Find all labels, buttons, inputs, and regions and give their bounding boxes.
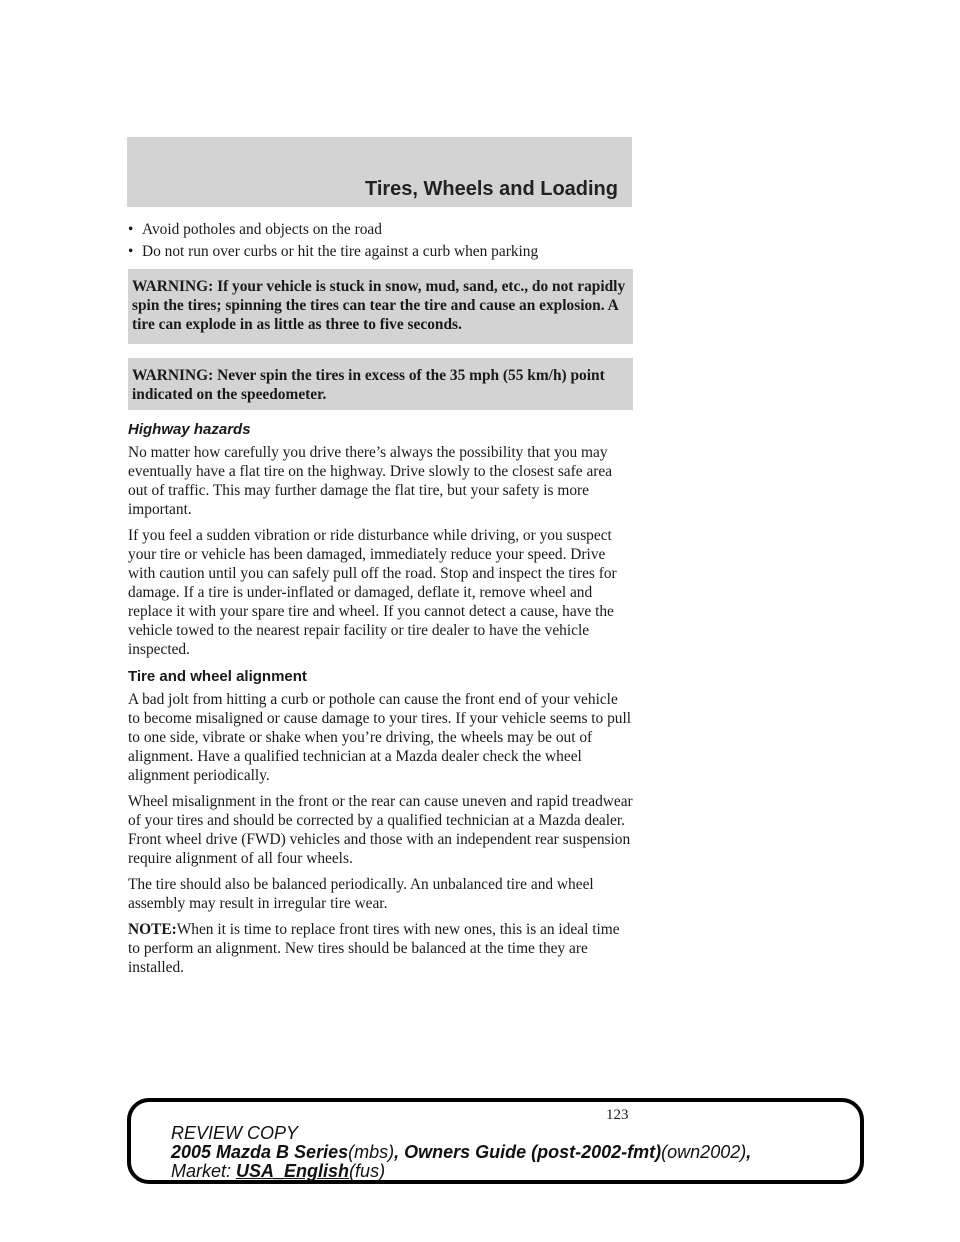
footer-line-2: 2005 Mazda B Series(mbs), Owners Guide (post-2002-fmt)(own2002), — [171, 1142, 752, 1162]
paragraph: A bad jolt from hitting a curb or pothole can cause the front end of your vehicle to become misaligned or cause damage to your tires. If your vehicle seems to pull to one side, vibrate or shake when you’re driving, the wheels may be out of alignment. Have a qualified technician at a Mazda dealer check the wheel alignment periodically. — [128, 691, 632, 784]
paragraph: If you feel a sudden vibration or ride disturbance while driving, or you suspect your tire or vehicle has been damaged, immediately reduce your speed. Drive with caution until you can safely pull off the road. Stop and inspect the tires for damage. If a tire is under-inflated or damaged, deflate it, remove wheel and replace it with your spare tire and wheel. If you cannot detect a cause, have the vehicle towed to the nearest repair facility or tire dealer to have the vehicle inspected. — [128, 527, 617, 658]
section-title: Tires, Wheels and Loading — [364, 178, 618, 200]
review-copy-footer — [127, 1098, 864, 1184]
warning-box: WARNING: Never spin the tires in excess of the 35 mph (55 km/h) point indicated on the speedometer. — [128, 358, 633, 410]
warning-box: WARNING: If your vehicle is stuck in snow, mud, sand, etc., do not rapidly spin the tires; spinning the tires can tear the tire and cause an explosion. A tire can explode in as little as three to five seconds. — [128, 269, 633, 344]
paragraph: The tire should also be balanced periodically. An unbalanced tire and wheel assembly may result in irregular tire wear. — [128, 876, 594, 912]
note-text: When it is time to replace front tires with new ones, this is an ideal time to perform an alignment. New tires should be balanced at the time they are installed. — [128, 921, 620, 976]
paragraph: No matter how carefully you drive there’s always the possibility that you may eventually have a flat tire on the highway. Drive slowly to the closest safe area out of traffic. This may further damage the flat tire, but your safety is more important. — [128, 444, 613, 518]
heading-tire-alignment: Tire and wheel alignment — [128, 668, 307, 685]
footer-line-1: REVIEW COPY — [171, 1123, 299, 1143]
section-header-box — [127, 137, 632, 207]
list-item: • Avoid potholes and objects on the road — [128, 221, 382, 238]
bullet-list — [128, 220, 633, 261]
bullet-icon: • — [128, 221, 134, 238]
page-content — [128, 220, 633, 984]
page-number: 123 — [606, 1107, 629, 1123]
bullet-icon: • — [128, 243, 134, 260]
paragraph: Wheel misalignment in the front or the rear can cause uneven and rapid treadwear of your tires and should be corrected by a qualified technician at a Mazda dealer. Front wheel drive (FWD) vehicles and those with an independent rear suspension require alignment of all four wheels. — [128, 793, 633, 867]
note-label: NOTE: — [128, 921, 177, 938]
heading-highway-hazards: Highway hazards — [128, 421, 251, 438]
list-item: • Do not run over curbs or hit the tire against a curb when parking — [128, 243, 539, 260]
note-paragraph — [128, 920, 633, 977]
footer-line-3: Market: USA_English(fus) — [171, 1161, 386, 1181]
